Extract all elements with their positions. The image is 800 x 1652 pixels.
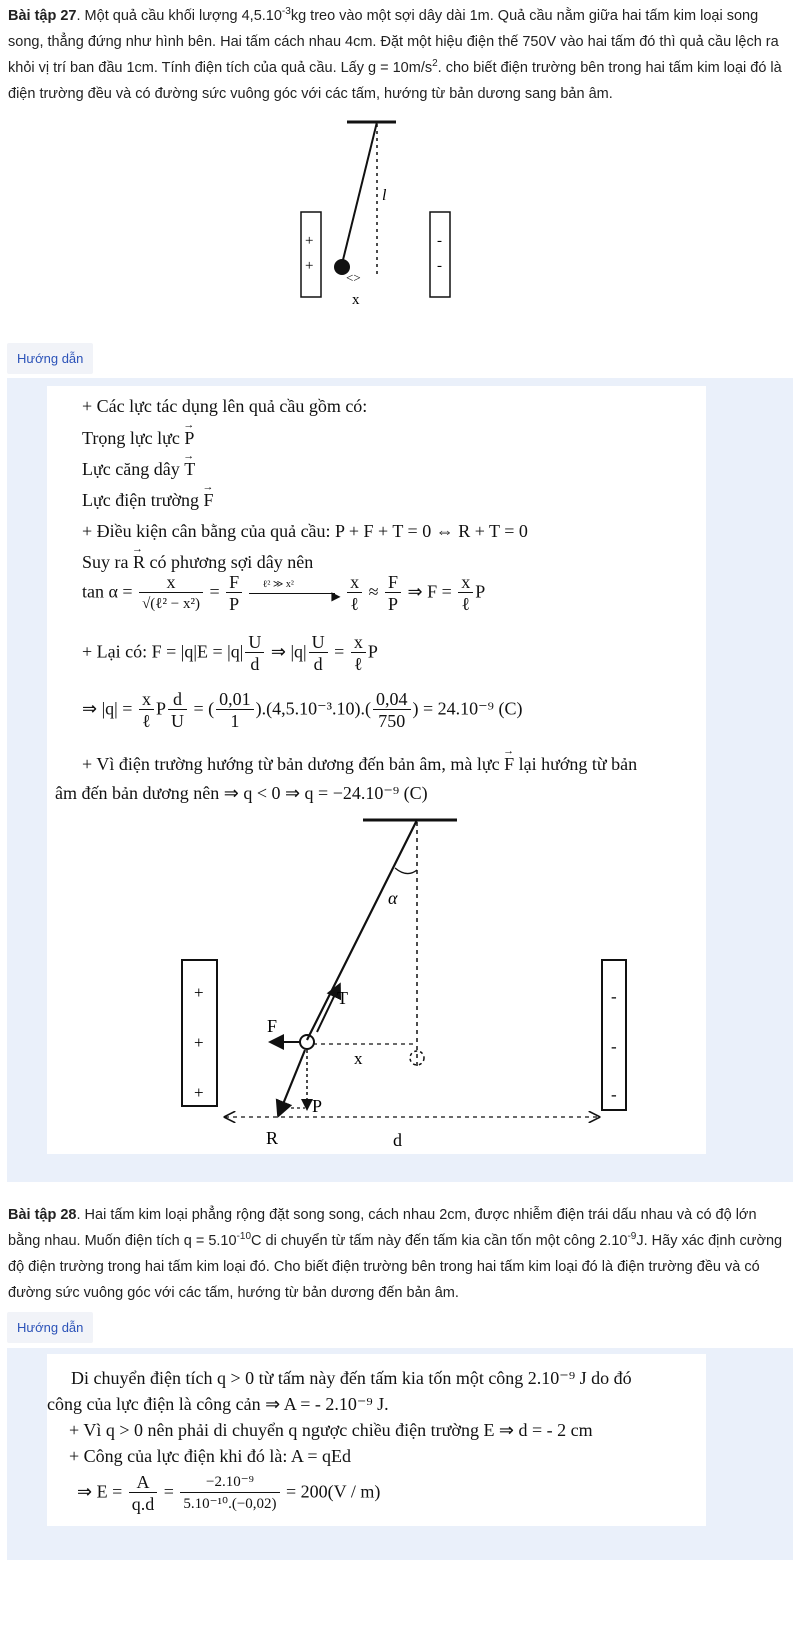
plate-minus-2: - <box>611 1037 617 1056</box>
equilibrium-equation: P + F + T = 0 ⇔ R + T = 0 <box>335 521 528 541</box>
distance-x-label: x <box>354 1049 363 1068</box>
solution-27-content <box>47 386 706 1154</box>
plate-plus-1: + <box>194 983 204 1002</box>
vector-t-symbol: → T <box>184 457 195 481</box>
solution-27-panel <box>7 378 793 1182</box>
sol28-line-4: + Công của lực điện khi đó là: A = qEd <box>69 1446 352 1466</box>
alpha-label: α <box>388 888 398 908</box>
exercise-27-statement <box>8 3 788 107</box>
exercise-27-title: Bài tập 27 <box>8 8 77 24</box>
guide-button-28[interactable]: Hướng dẫn <box>7 1312 93 1343</box>
approximation-condition: ℓ² ≫ x² <box>262 579 294 590</box>
plate-minus-3: - <box>611 1085 617 1104</box>
figure-1-minus-1: - <box>437 233 442 249</box>
sol27-line-3: Lực căng dây → T <box>82 457 195 481</box>
exercise-27-sup-2: 2 <box>432 58 438 70</box>
vector-f-symbol: → F <box>204 488 214 512</box>
figure-1-plus-2: + <box>305 258 314 274</box>
figure-1-arrows: <> <box>346 270 361 285</box>
exercise-28-statement: Bài tập 28. Hai tấm kim loại phẳng rộng đặt song song, cách nhau 2cm, được nhiễm điện trái dấu nhau và có độ lớn bằng nhau. Muốn điện tích $q = 5.10^{-10}C$ di chuyển từ tấm này đến tấm kia cần tốn một công $2.10^{-9}J$. Hãy xác định cường độ điện trường trong hai tấm kim loại đó. Cho biết điện trường bên trong hai tấm kim loại đó là điện trường đều và có đường sức vuông góc với các tấm, hướng từ bản dương đến bản âm. <box>8 1207 783 1301</box>
plate-plus-2: + <box>194 1033 204 1052</box>
vector-p-symbol: → P <box>184 426 194 450</box>
exercise-27-text-1: . Một quả cầu khối lượng 4,5.10 <box>76 8 282 24</box>
exercise-28-title: Bài tập 28 <box>8 1207 77 1223</box>
vector-t-label: T <box>337 988 348 1008</box>
sol28-line-1: Di chuyển điện tích q > 0 từ tấm này đến tấm kia tốn một công 2.10⁻⁹ J do đó <box>71 1368 632 1388</box>
sol27-line-5: + Điều kiện cân bằng của quả cầu: P + F + T = 0 ⇔ R + T = 0 <box>82 521 528 541</box>
sol27-line-7-tan-formula: tan α = $\frac{x}{\text{√(ℓ² − x²)}}$ = $\frac{F}{P}$ ℓ² ≫ x² ▶ $\frac{x}{\text{ℓ}}$ ≈ $\frac{F}{P}$ ⇒ F = $\frac{x}{\text{ℓ}}$ P <box>82 572 486 614</box>
sol27-line-11: âm đến bản dương nên ⇒ q < 0 ⇒ q = −24.10⁻⁹ (C) <box>55 783 428 803</box>
sol28-line-3: + Vì q > 0 nên phải di chuyển q ngược chiều điện trường E ⇒ d = - 2 cm <box>69 1420 593 1440</box>
distance-d-label: d <box>393 1130 402 1150</box>
vector-f-label: F <box>267 1016 278 1036</box>
sol27-line-1: + Các lực tác dụng lên quả cầu gồm có: <box>82 396 368 416</box>
sol27-line-4: Lực điện trường → F <box>82 488 214 512</box>
exercise-27-text-3: . cho biết điện trường bên trong hai tấm kim loại đó là điện trường đều và có đường sức vuông góc với các tấm, hướng từ bản dương sang bản âm. <box>8 60 782 102</box>
sol27-line-10: + Vì điện trường hướng từ bản dương đến bản âm, mà lực → F lại hướng từ bản <box>82 752 637 776</box>
vector-r-label: R <box>266 1128 279 1148</box>
sol28-line-5-result: ⇒ E = $\frac{A}{q.d}$ = $\frac{\text{−2.10⁻⁹}}{\text{5.10⁻¹⁰.(−0,02)}}$ = 200(V / m) <box>77 1472 381 1514</box>
pendulum-figure-1 <box>280 112 480 312</box>
figure-1-plus-1: + <box>305 233 314 249</box>
exercise-27-text-2: kg treo vào một sợi dây dài 1m. Quả cầu nằm giữa hai tấm kim loại song song, thẳng đứng như hình bên. Hai tấm cách nhau 4cm. Đặt một hiệu điện thế 750V vào hai tấm đó thì quả cầu lệch ra khỏi vị trí ban đầu 1cm. Tính điện tích của quả cầu. Lấy g = 10m/s <box>8 8 779 76</box>
figure-1-label-x: x <box>352 292 360 308</box>
sol28-line-2: công của lực điện là công cản ⇒ A = - 2.10⁻⁹ J. <box>47 1394 389 1414</box>
figure-1-label-l: l <box>382 187 387 204</box>
vector-p-label: P <box>312 1096 323 1116</box>
figure-1-minus-2: - <box>437 258 442 274</box>
solution-28-content <box>47 1354 706 1526</box>
sol27-line-9-result: ⇒ |q| = $\frac{x}{\text{ℓ}}$ P $\frac{d}{U}$ = ( $\frac{0,01}{1}$ ).(4,5.10⁻³.10).( $\frac{0,04}{750}$ ) = 24.10⁻⁹ (C) <box>82 689 523 731</box>
plate-minus-1: - <box>611 987 617 1006</box>
pendulum-figure-2 <box>167 808 637 1154</box>
exercise-27-sup-1: -3 <box>281 6 291 18</box>
sol27-line-8: + Lại có: F = |q|E = |q| $\frac{U}{d}$ ⇒ |q| $\frac{U}{d}$ = $\frac{x}{\text{ℓ}}$ P <box>82 632 378 674</box>
solution-28-panel <box>7 1348 793 1560</box>
plate-plus-3: + <box>194 1083 204 1102</box>
sol27-line-6: Suy ra → R có phương sợi dây nên <box>82 550 313 574</box>
vector-r-symbol: → R <box>133 550 145 574</box>
guide-button-27[interactable]: Hướng dẫn <box>7 343 93 374</box>
sol27-line-2: Trọng lực lực → P <box>82 426 194 450</box>
